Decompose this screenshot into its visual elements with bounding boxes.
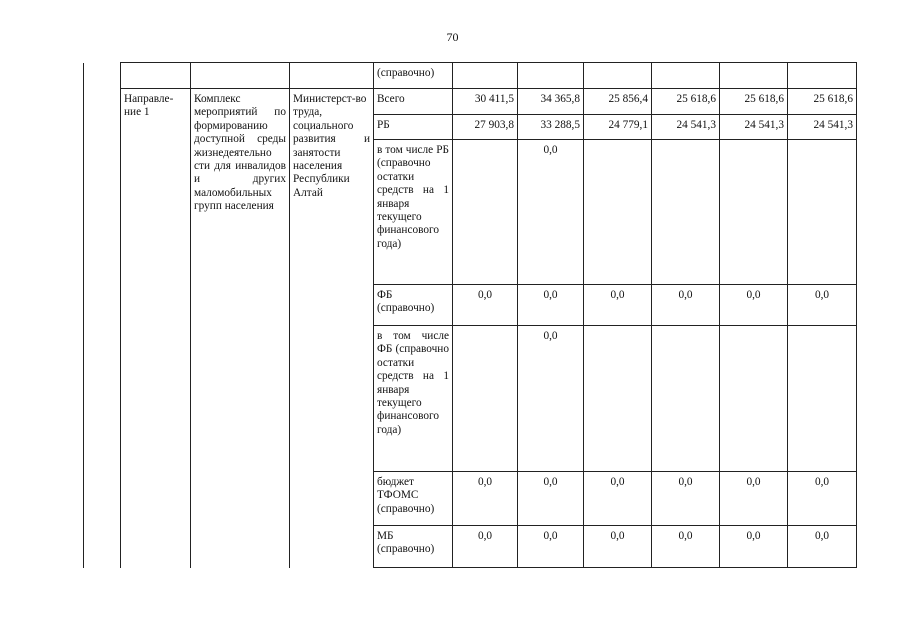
value-cell: 0,0 — [518, 326, 584, 472]
activity-cell: Комплекс мероприятий по формированию доступной среды жизнедеятельно сти для инвалидов и других маломобильных групп населения — [191, 89, 290, 568]
value-cell: 0,0 — [518, 285, 584, 326]
value-cell: 25 618,6 — [788, 89, 857, 115]
value-cell: 0,0 — [584, 526, 652, 568]
value-cell: 0,0 — [584, 472, 652, 526]
table-row — [84, 89, 857, 115]
value-cell: 25 618,6 — [720, 89, 788, 115]
value-cell: 25 618,6 — [652, 89, 720, 115]
blank-cell — [720, 63, 788, 89]
value-cell: 24 541,3 — [720, 115, 788, 140]
value-cell: 0,0 — [720, 526, 788, 568]
value-cell — [720, 140, 788, 285]
value-cell — [652, 140, 720, 285]
value-cell — [720, 326, 788, 472]
page-number: 70 — [446, 30, 459, 44]
value-cell: 0,0 — [652, 285, 720, 326]
row-label: в том числе РБ (справочно остатки средств на 1 января текущего финансового года) — [374, 140, 453, 285]
budget-table — [83, 62, 857, 568]
row-label: МБ (справочно) — [374, 526, 453, 568]
value-cell: 0,0 — [518, 526, 584, 568]
blank-cell — [652, 63, 720, 89]
value-cell: 0,0 — [788, 526, 857, 568]
value-cell: 24 541,3 — [652, 115, 720, 140]
blank-cell — [453, 63, 518, 89]
blank-cell — [191, 63, 290, 89]
value-cell — [584, 326, 652, 472]
value-cell — [453, 140, 518, 285]
value-cell: 0,0 — [453, 526, 518, 568]
blank-cell — [84, 89, 121, 568]
value-cell: 0,0 — [720, 285, 788, 326]
value-cell: 27 903,8 — [453, 115, 518, 140]
value-cell — [652, 326, 720, 472]
blank-cell — [518, 63, 584, 89]
row-label: (справочно) — [374, 63, 453, 89]
value-cell: 0,0 — [518, 472, 584, 526]
value-cell — [584, 140, 652, 285]
value-cell: 24 541,3 — [788, 115, 857, 140]
row-label: ФБ (справочно) — [374, 285, 453, 326]
blank-cell — [584, 63, 652, 89]
row-label: бюджет ТФОМС (справочно) — [374, 472, 453, 526]
value-cell: 25 856,4 — [584, 89, 652, 115]
value-cell — [788, 140, 857, 285]
value-cell: 0,0 — [584, 285, 652, 326]
blank-cell — [788, 63, 857, 89]
direction-cell: Направле- ние 1 — [121, 89, 191, 568]
value-cell: 0,0 — [453, 285, 518, 326]
row-label: РБ — [374, 115, 453, 140]
value-cell: 0,0 — [652, 472, 720, 526]
value-cell: 0,0 — [518, 140, 584, 285]
value-cell: 33 288,5 — [518, 115, 584, 140]
value-cell — [788, 326, 857, 472]
value-cell: 0,0 — [453, 472, 518, 526]
value-cell — [453, 326, 518, 472]
row-label: Всего — [374, 89, 453, 115]
table-row — [84, 63, 857, 89]
value-cell: 34 365,8 — [518, 89, 584, 115]
value-cell: 0,0 — [788, 472, 857, 526]
value-cell: 0,0 — [788, 285, 857, 326]
executor-cell: Министерст-во труда, социального развития и занятости населения Республики Алтай — [290, 89, 374, 568]
value-cell: 0,0 — [720, 472, 788, 526]
value-cell: 24 779,1 — [584, 115, 652, 140]
row-label: в том числе ФБ (справочно остатки средств на 1 января текущего финансового года) — [374, 326, 453, 472]
blank-cell — [290, 63, 374, 89]
blank-cell — [121, 63, 191, 89]
value-cell: 30 411,5 — [453, 89, 518, 115]
blank-cell — [84, 63, 121, 89]
value-cell: 0,0 — [652, 526, 720, 568]
